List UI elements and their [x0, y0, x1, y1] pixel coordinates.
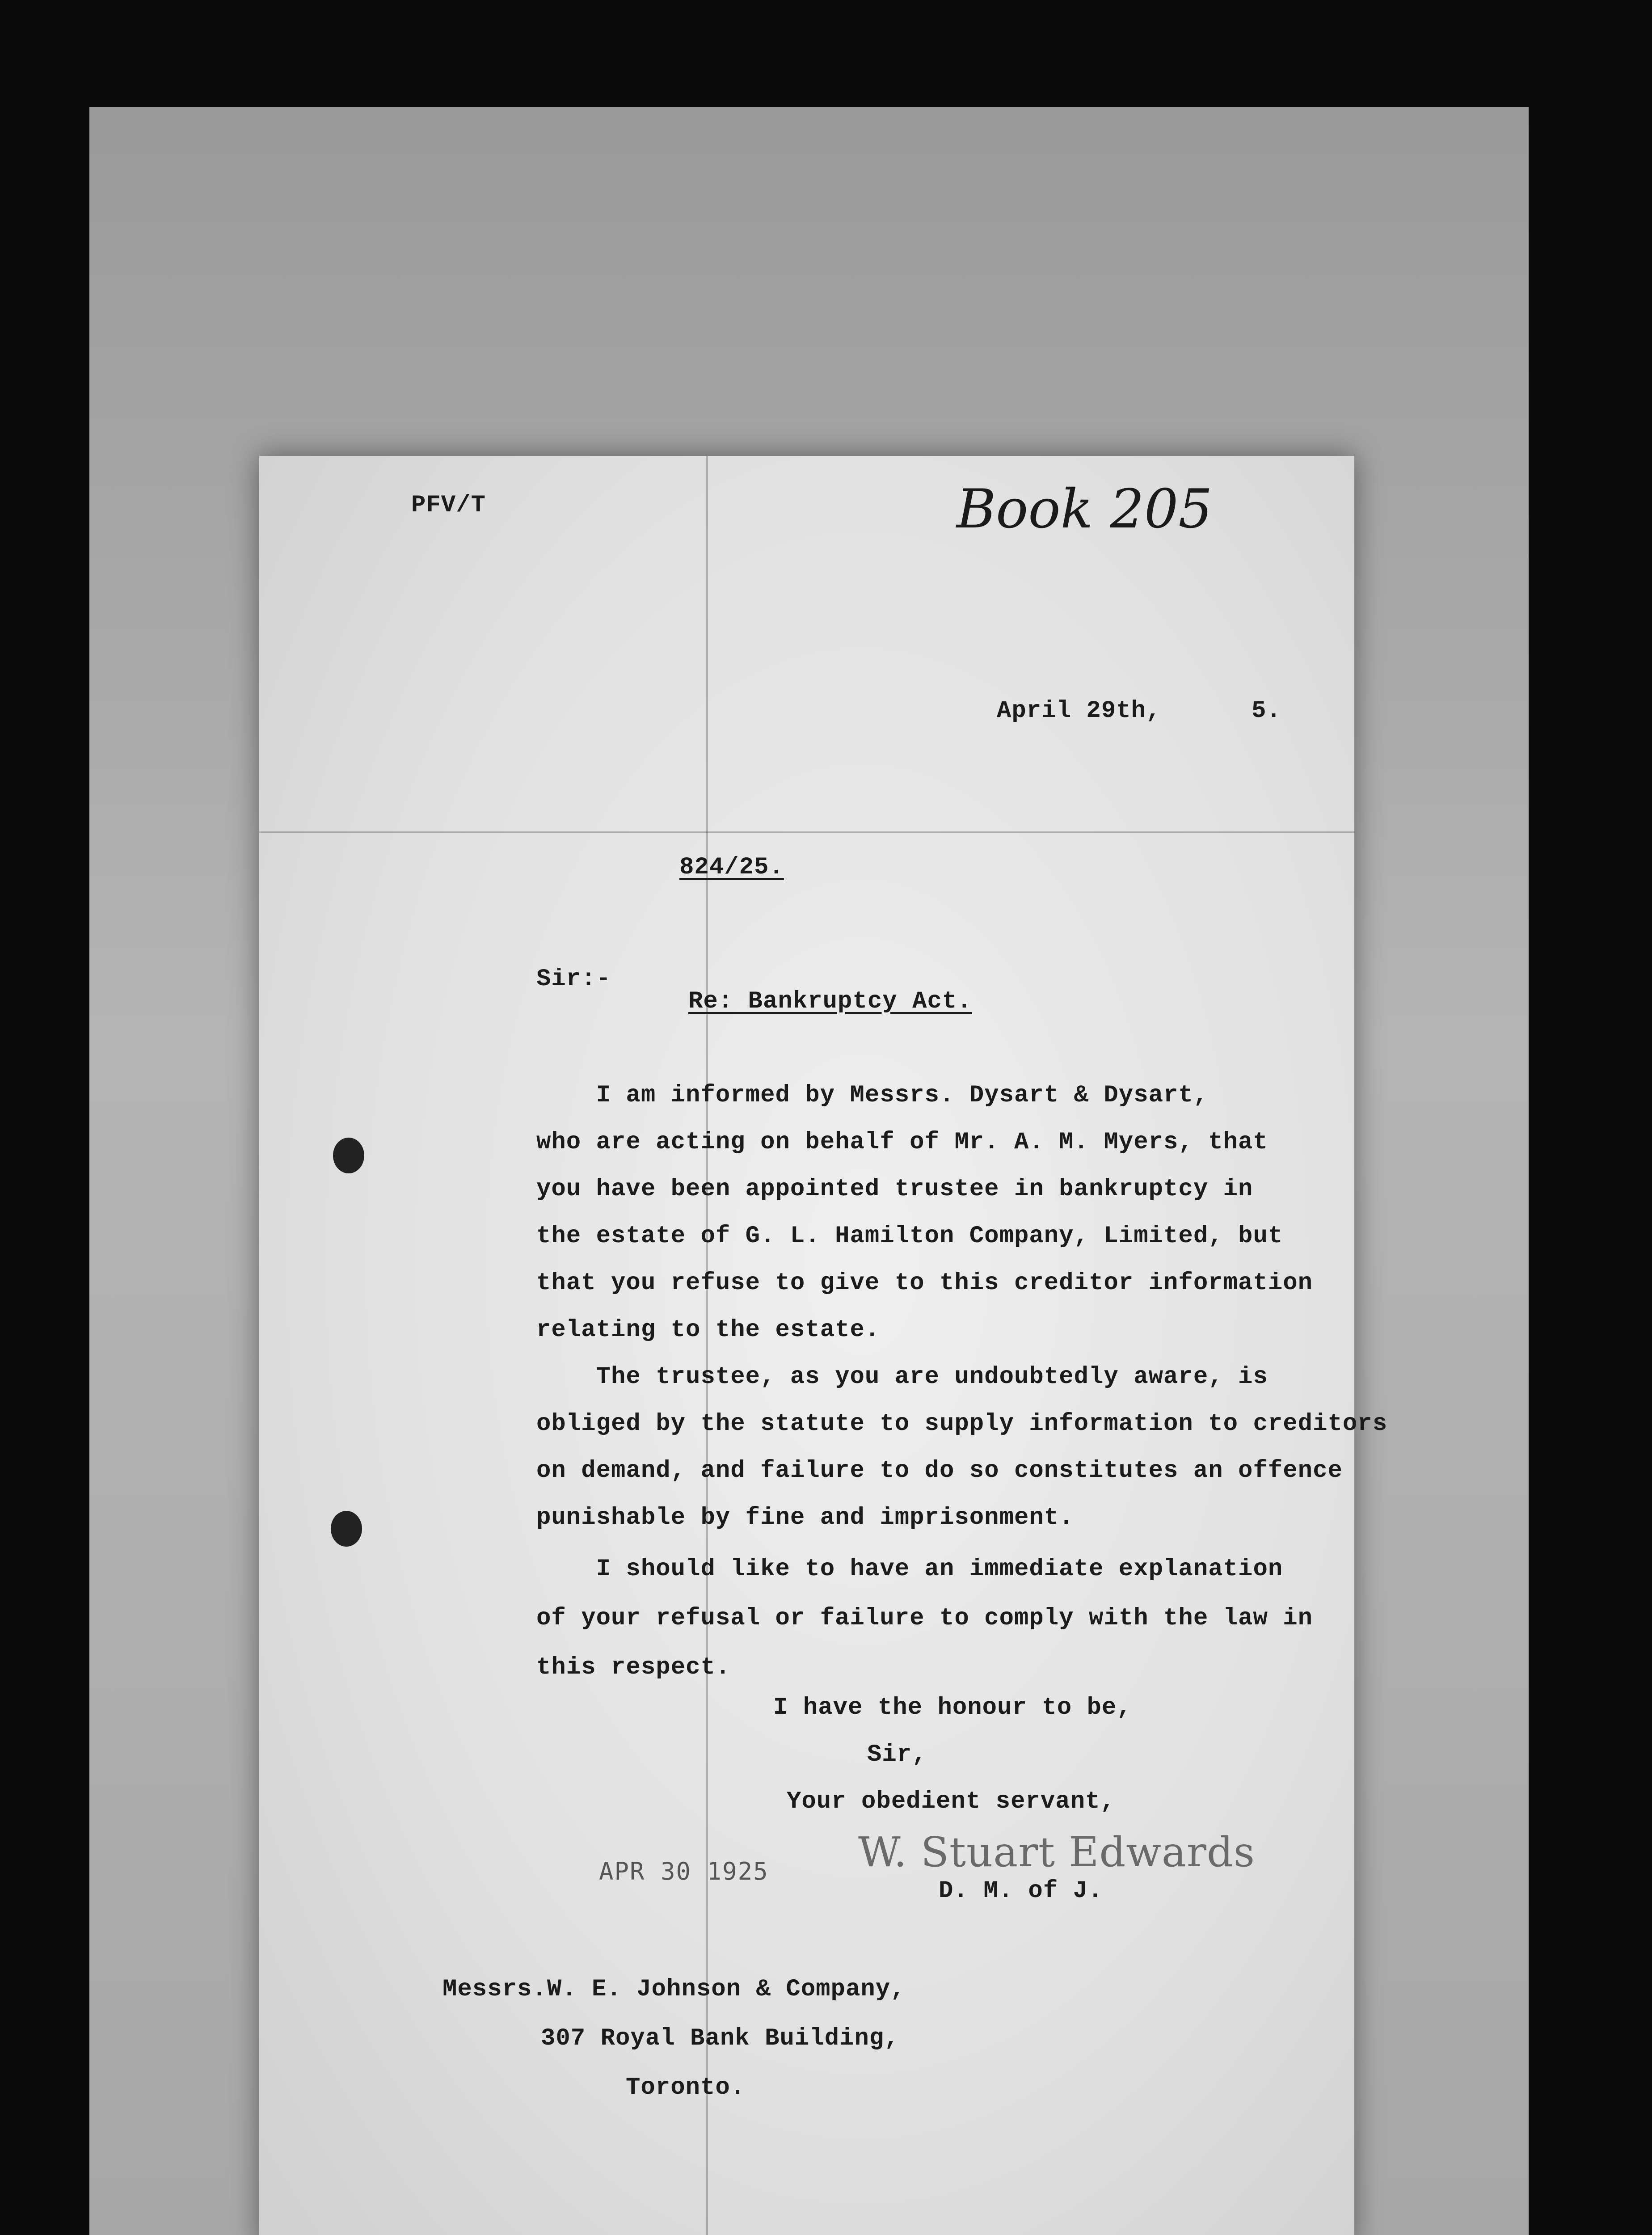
- closing-line: Sir,: [867, 1741, 927, 1768]
- body-line: that you refuse to give to this creditor information: [536, 1269, 1313, 1297]
- body-line: obliged by the statute to supply information to creditors: [536, 1410, 1388, 1438]
- body-line: on demand, and failure to do so constitutes an offence: [536, 1457, 1343, 1484]
- reference-initials: PFV/T: [411, 492, 486, 519]
- body-line: of your refusal or failure to comply with the law in: [536, 1605, 1313, 1632]
- handwritten-note: Book 205: [957, 478, 1213, 540]
- closing-line: I have the honour to be,: [773, 1694, 1132, 1721]
- body-line: I am informed by Messrs. Dysart & Dysart,: [536, 1082, 1209, 1109]
- signature-title: D. M. of J.: [939, 1877, 1103, 1905]
- body-line: punishable by fine and imprisonment.: [536, 1504, 1074, 1531]
- subject-line: Re: Bankruptcy Act.: [688, 988, 972, 1015]
- body-line: this respect.: [536, 1654, 731, 1681]
- addressee-line: Messrs.W. E. Johnson & Company,: [442, 1976, 906, 2003]
- addressee-line: 307 Royal Bank Building,: [541, 2025, 899, 2052]
- letter-date: April 29th,: [997, 697, 1161, 725]
- body-line: I should like to have an immediate explanation: [536, 1556, 1283, 1583]
- closing-line: Your obedient servant,: [787, 1788, 1115, 1815]
- received-date-stamp: APR 30 1925: [599, 1857, 769, 1885]
- letter-date-suffix: 5.: [1252, 697, 1281, 725]
- letter-sheet: [259, 456, 1354, 2235]
- addressee-line: Toronto.: [626, 2074, 746, 2101]
- punch-hole: [333, 1138, 364, 1173]
- body-line: the estate of G. L. Hamilton Company, Limited, but: [536, 1223, 1283, 1250]
- punch-hole: [331, 1511, 362, 1547]
- body-line: relating to the estate.: [536, 1316, 880, 1344]
- body-line: The trustee, as you are undoubtedly aware, is: [536, 1363, 1268, 1391]
- salutation: Sir:-: [536, 966, 611, 993]
- file-number: 824/25.: [679, 854, 784, 881]
- signature-stamp: W. Stuart Edwards: [858, 1828, 1255, 1876]
- body-line: you have been appointed trustee in bankruptcy in: [536, 1176, 1253, 1203]
- body-line: who are acting on behalf of Mr. A. M. Myers, that: [536, 1129, 1268, 1156]
